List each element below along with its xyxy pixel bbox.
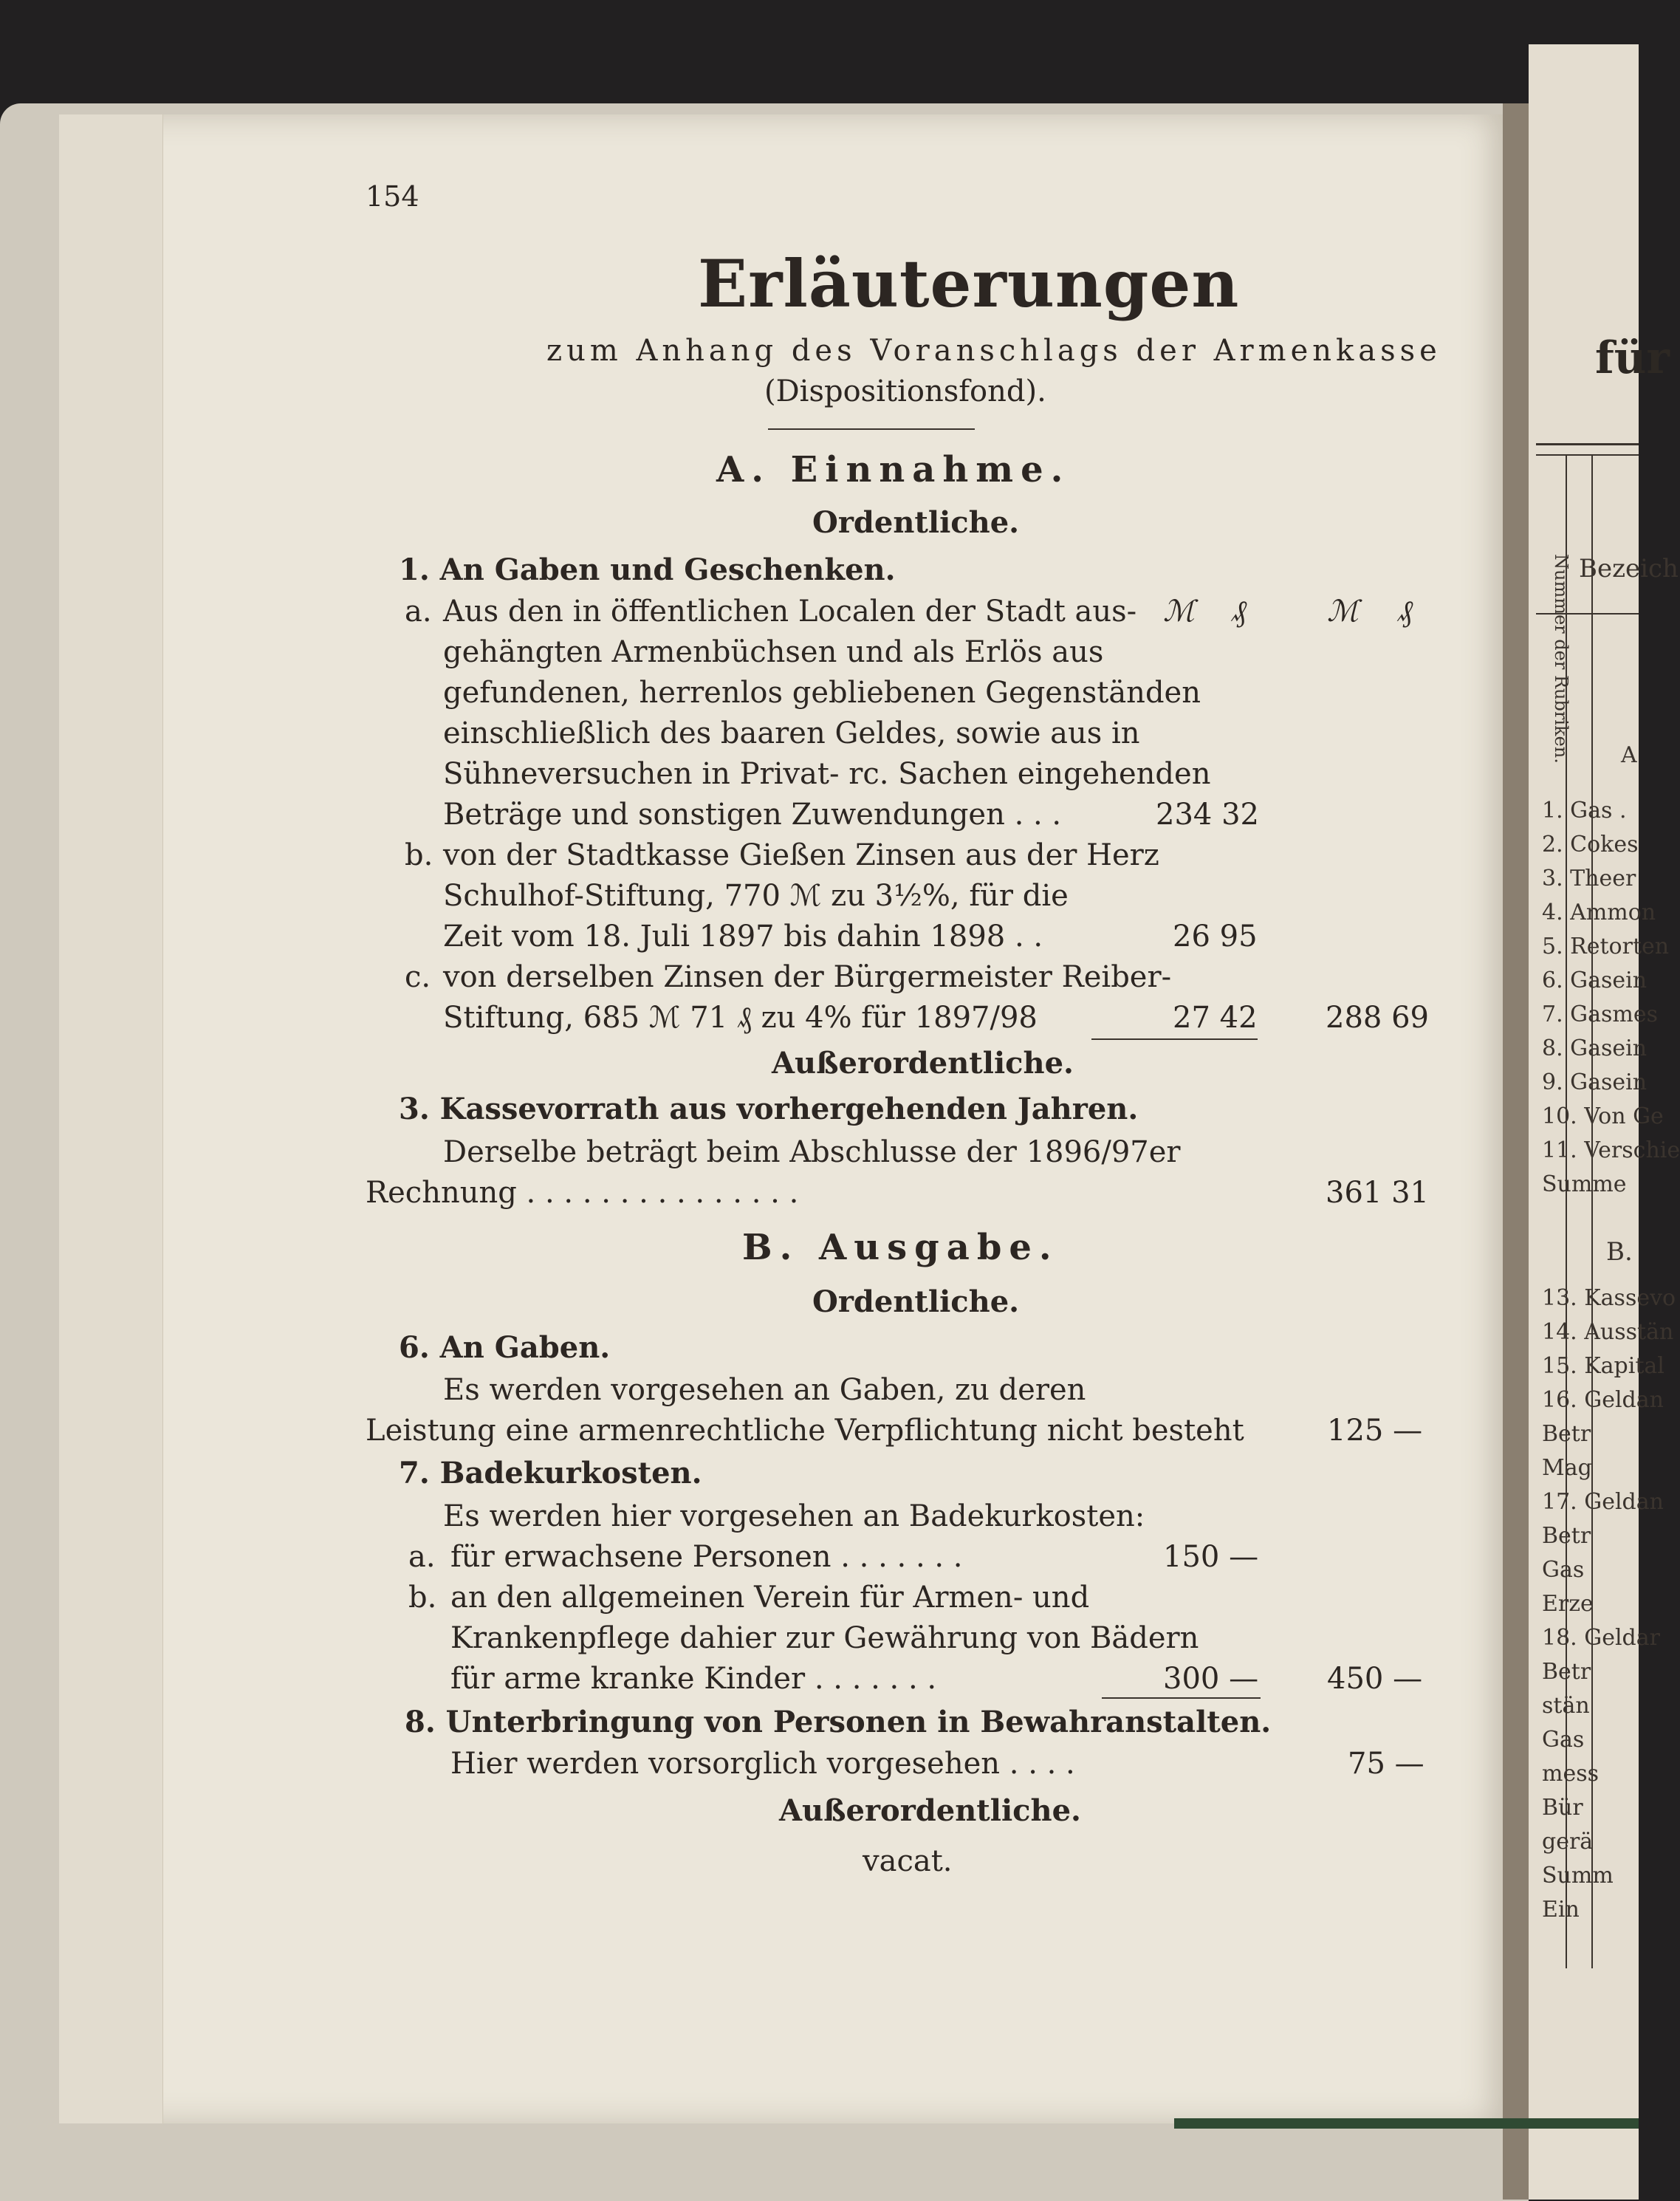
item-8-heading: 8. Unterbringung von Personen in Bewahranstalten.: [405, 1705, 1272, 1739]
item-7-total: 450 —: [1327, 1662, 1423, 1696]
item-3-heading: 3. Kassevorrath aus vorhergehenden Jahren.: [399, 1092, 1139, 1126]
item-7b-label: b.: [408, 1581, 437, 1615]
item-1a-line: gefundenen, herrenlos gebliebenen Gegenständen: [443, 676, 1201, 710]
item-7b-line: Krankenpflege dahier zur Gewährung von Bädern: [450, 1621, 1199, 1655]
item-1-total: 288 69: [1326, 1001, 1429, 1035]
right-page-row: Betr: [1542, 1659, 1591, 1685]
item-6-line: Es werden vorgesehen an Gaben, zu deren: [443, 1373, 1086, 1407]
item-6-heading: 6. An Gaben.: [399, 1330, 611, 1365]
right-page-row: Betr: [1542, 1523, 1591, 1549]
subtitle-fund: (Dispositionsfond).: [764, 374, 1046, 408]
einnahme-ordentliche-heading: Ordentliche.: [812, 505, 1020, 540]
item-1a-line: gehängten Armenbüchsen und als Erlös aus: [443, 635, 1104, 669]
right-page-row: 5. Retorten: [1542, 934, 1670, 959]
right-page-row: 17. Geldan: [1542, 1489, 1664, 1515]
einnahme-ausserordentliche-heading: Außerordentliche.: [772, 1046, 1074, 1081]
item-1b-line: Zeit vom 18. Juli 1897 bis dahin 1898 . .: [443, 920, 1043, 954]
right-page-row: Summe: [1542, 1171, 1627, 1197]
right-page-row: 15. Kapital: [1542, 1353, 1664, 1379]
ausgabe-ordentliche-heading: Ordentliche.: [812, 1284, 1020, 1319]
ausgabe-ausserordentliche-heading: Außerordentliche.: [779, 1793, 1081, 1828]
right-page-row: 13. Kassevo: [1542, 1285, 1676, 1311]
page-number: 154: [366, 180, 419, 213]
section-einnahme-heading: A. Einnahme.: [716, 449, 1071, 490]
item-1b-line: von der Stadtkasse Gießen Zinsen aus der Herz: [443, 838, 1159, 872]
right-page-row: Gas: [1542, 1727, 1585, 1753]
item-7-line: Es werden hier vorgesehen an Badekurkosten:: [443, 1499, 1145, 1533]
right-page-title: für: [1595, 332, 1670, 384]
item-3-line: Derselbe beträgt beim Abschlusse der 1896/97er: [443, 1135, 1181, 1169]
item-7a-amount: 150 —: [1163, 1540, 1259, 1574]
item-1a-line: Beträge und sonstigen Zuwendungen . . .: [443, 798, 1062, 832]
right-page-row: Bür: [1542, 1795, 1583, 1821]
right-page-row: stän: [1542, 1693, 1590, 1719]
right-page-section-b: B.: [1606, 1237, 1633, 1267]
item-1b-label: b.: [405, 838, 433, 872]
item-8-amount: 75 —: [1348, 1747, 1424, 1781]
subtitle: zum Anhang des Voranschlags der Armenkasse: [546, 334, 1441, 368]
item-1a-line: Aus den in öffentlichen Localen der Stadt aus-: [443, 595, 1137, 629]
item-7b-line: an den allgemeinen Verein für Armen- und: [450, 1581, 1090, 1615]
column-mark-total-header: ℳ: [1327, 595, 1359, 629]
vacat-note: vacat.: [863, 1844, 953, 1878]
item-3-line: Rechnung . . . . . . . . . . . . . . .: [366, 1176, 799, 1210]
item-7b-amount: 300 —: [1163, 1662, 1259, 1696]
item-1c-label: c.: [405, 960, 431, 994]
item-7a-line: für erwachsene Personen . . . . . . .: [450, 1540, 963, 1574]
right-page-side-header: Nummer der Rubriken.: [1551, 554, 1571, 764]
item-7a-label: a.: [408, 1540, 436, 1574]
right-page-row: 16. Geldan: [1542, 1387, 1664, 1413]
right-page-row: 6. Gasein: [1542, 968, 1648, 993]
item-7-heading: 7. Badekurkosten.: [399, 1456, 702, 1490]
right-page-row: Gas: [1542, 1557, 1585, 1583]
right-page-row: 18. Geldar: [1542, 1625, 1660, 1651]
right-page-row: 10. Von Ge: [1542, 1103, 1664, 1129]
item-6-line: Leistung eine armenrechtliche Verpflichtung nicht besteht: [366, 1414, 1244, 1448]
right-page-row: Summ: [1542, 1863, 1614, 1889]
item-1a-line: einschließlich des baaren Geldes, sowie aus in: [443, 716, 1140, 750]
item-1a-label: a.: [405, 595, 432, 629]
column-mark-header: ℳ: [1163, 595, 1195, 629]
section-ausgabe-heading: B. Ausgabe.: [742, 1227, 1059, 1268]
item-1a-amount: 234 32: [1156, 798, 1259, 832]
subtotal-rule: [1091, 1038, 1258, 1040]
right-page-row: 8. Gasein: [1542, 1036, 1648, 1061]
right-page-row: 2. Cokes: [1542, 832, 1639, 858]
right-page-col-header: Bezeich: [1579, 554, 1679, 583]
item-6-amount: 125 —: [1327, 1414, 1423, 1448]
item-1b-amount: 26 95: [1173, 920, 1258, 954]
right-page-row: Betr: [1542, 1421, 1591, 1447]
item-7b-line: für arme kranke Kinder . . . . . . .: [450, 1662, 937, 1696]
item-1b-line: Schulhof-Stiftung, 770 ℳ zu 3½%, für die: [443, 879, 1069, 913]
right-page-row: 3. Theer: [1542, 866, 1636, 891]
item-1c-line: Stiftung, 685 ℳ 71 ₰ zu 4% für 1897/98: [443, 1001, 1038, 1035]
right-page-row: gerä: [1542, 1829, 1594, 1855]
item-8-line: Hier werden vorsorglich vorgesehen . . . .: [450, 1747, 1075, 1781]
column-pfennig-total-header: ₰: [1398, 595, 1413, 629]
right-page-row: 14. Ausstän: [1542, 1319, 1674, 1345]
item-1c-amount: 27 42: [1173, 1001, 1258, 1035]
column-pfennig-header: ₰: [1232, 595, 1247, 629]
right-page-row: 1. Gas .: [1542, 798, 1627, 824]
right-page-row: 4. Ammon: [1542, 900, 1656, 925]
item-1-heading: 1. An Gaben und Geschenken.: [399, 552, 896, 587]
right-page-row: 11. Verschie: [1542, 1137, 1680, 1163]
right-page-row: mess: [1542, 1761, 1599, 1787]
item-1c-line: von derselben Zinsen der Bürgermeister Reiber-: [443, 960, 1172, 994]
right-page-row: 7. Gasmes: [1542, 1002, 1659, 1027]
right-page-row: 9. Gasein: [1542, 1069, 1648, 1095]
right-page-row: Ein: [1542, 1897, 1580, 1923]
title-divider: [768, 428, 975, 430]
right-page-row: Mag: [1542, 1455, 1592, 1481]
right-page-row: Erze: [1542, 1591, 1594, 1617]
subtotal-rule: [1102, 1697, 1261, 1699]
page-title: Erläuterungen: [698, 245, 1240, 322]
right-page-section-a: A: [1621, 742, 1637, 768]
item-1a-line: Sühneversuchen in Privat- rc. Sachen eingehenden: [443, 757, 1211, 791]
item-3-amount: 361 31: [1326, 1176, 1429, 1210]
